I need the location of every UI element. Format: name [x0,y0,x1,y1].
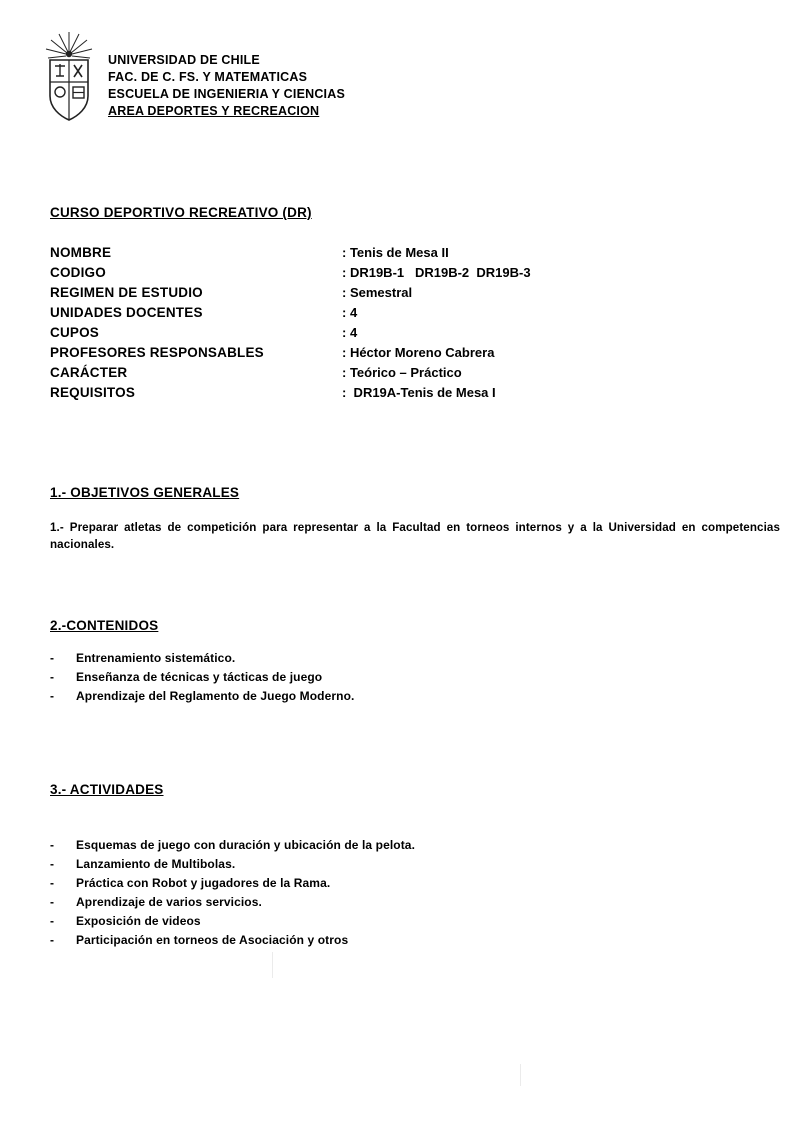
letterhead-line-4: AREA DEPORTES Y RECREACION [108,104,320,118]
list-item-label: Lanzamiento de Multibolas. [76,857,236,871]
page-title: CURSO DEPORTIVO RECREATIVO (DR) [50,205,312,220]
letterhead [40,30,345,122]
section-heading-objetivos: 1.- OBJETIVOS GENERALES [50,485,240,500]
table-row [50,383,750,403]
bullet-marker: - [50,933,55,947]
field-label-codigo: CODIGO [50,265,106,280]
section-heading-actividades: 3.- ACTIVIDADES [50,782,164,797]
table-row [50,363,750,383]
list-item [50,855,415,874]
bullet-marker: - [50,670,55,684]
section-heading-contenidos: 2.-CONTENIDOS [50,618,159,633]
field-label-requisitos: REQUISITOS [50,385,136,400]
field-value-unidades: : 4 [342,305,358,320]
actividades-list [50,836,415,950]
field-value-regimen: : Semestral [342,285,413,300]
list-item-label: Aprendizaje de varios servicios. [76,895,262,909]
field-label-profesores: PROFESORES RESPONSABLES [50,345,264,360]
field-value-codigo: : DR19B-1 DR19B-2 DR19B-3 [342,265,531,280]
table-row [50,283,750,303]
letterhead-line-3: ESCUELA DE INGENIERIA Y CIENCIAS [108,87,345,101]
list-item [50,649,354,668]
list-item-label: Participación en torneos de Asociación y otros [76,933,349,947]
contenidos-list [50,649,354,706]
table-row [50,323,750,343]
bullet-marker: - [50,895,55,909]
letterhead-line-1: UNIVERSIDAD DE CHILE [108,53,260,67]
list-item-label: Esquemas de juego con duración y ubicación de la pelota. [76,838,416,852]
field-value-profesores: : Héctor Moreno Cabrera [342,345,495,360]
field-label-unidades: UNIDADES DOCENTES [50,305,203,320]
field-value-requisitos: : DR19A-Tenis de Mesa I [342,385,496,400]
list-item [50,931,415,950]
field-label-caracter: CARÁCTER [50,365,128,380]
list-item [50,893,415,912]
bullet-marker: - [50,651,55,665]
field-value-cupos: : 4 [342,325,358,340]
bullet-marker: - [50,914,55,928]
field-value-nombre: : Tenis de Mesa II [342,245,449,260]
bullet-marker: - [50,838,55,852]
bullet-marker: - [50,689,55,703]
table-row [50,243,750,263]
list-item-label: Aprendizaje del Reglamento de Juego Moderno. [76,689,355,703]
letterhead-line-2: FAC. DE C. FS. Y MATEMATICAS [108,70,308,84]
list-item [50,687,354,706]
field-label-regimen: REGIMEN DE ESTUDIO [50,285,203,300]
list-item-label: Enseñanza de técnicas y tácticas de juego [76,670,323,684]
field-label-nombre: NOMBRE [50,245,112,260]
scan-artifact [272,952,273,978]
list-item-label: Entrenamiento sistemático. [76,651,236,665]
bullet-marker: - [50,857,55,871]
list-item [50,874,415,893]
university-crest-icon [40,30,98,122]
bullet-marker: - [50,876,55,890]
table-row [50,263,750,283]
course-info-table [50,243,750,403]
list-item [50,668,354,687]
list-item [50,836,415,855]
list-item [50,912,415,931]
field-value-caracter: : Teórico – Práctico [342,365,462,380]
table-row [50,343,750,363]
list-item-label: Exposición de videos [76,914,201,928]
list-item-label: Práctica con Robot y jugadores de la Rama. [76,876,331,890]
table-row [50,303,750,323]
scan-artifact [520,1064,521,1086]
letterhead-text [108,30,345,120]
section-paragraph-objetivos: 1.- Preparar atletas de competición para representar a la Facultad en torneos internos y a la Universidad en competencias nacionales. [50,521,780,551]
field-label-cupos: CUPOS [50,325,100,340]
